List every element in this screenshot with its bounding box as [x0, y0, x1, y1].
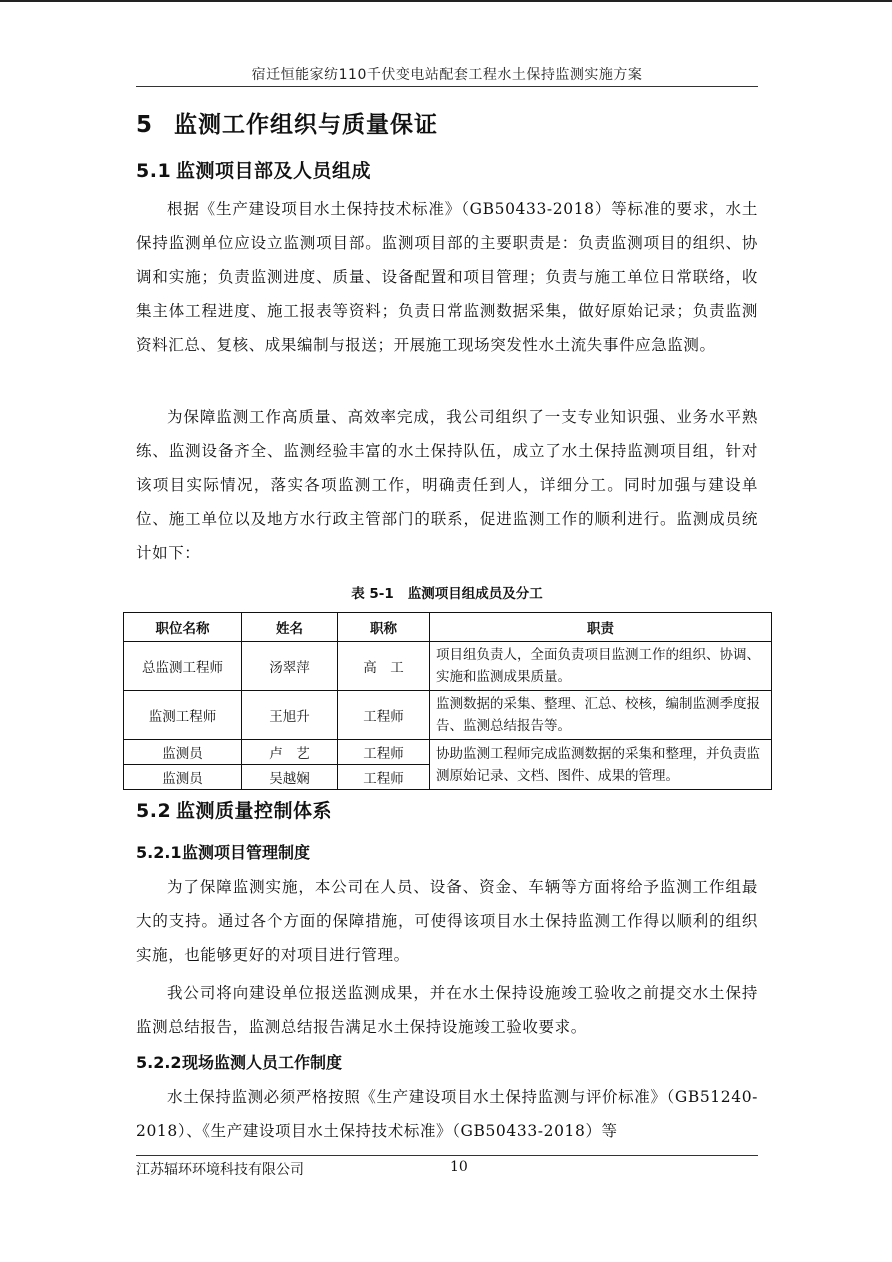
table-row	[124, 740, 772, 765]
table-caption-title: 监测项目组成员及分工	[407, 586, 543, 602]
subsection-number: 5.2.2	[136, 1053, 182, 1072]
table-caption-label: 表 5-1	[351, 586, 394, 602]
chapter-heading	[136, 106, 438, 139]
cell-name: 汤翠萍	[242, 642, 338, 691]
section-heading-5-1	[136, 156, 371, 183]
cell-duty-merged: 协助监测工程师完成监测数据的采集和整理，并负责监测原始记录、文档、图件、成果的管理。	[430, 740, 772, 790]
paragraph-5-2-1-2: 我公司将向建设单位报送监测成果，并在水土保持设施竣工验收之前提交水土保持监测总结报告，监测总结报告满足水土保持设施竣工验收要求。	[136, 984, 758, 1036]
paragraph-5-1-2: 为保障监测工作高质量、高效率完成，我公司组织了一支专业知识强、业务水平熟练、监测设备齐全、监测经验丰富的水土保持队伍，成立了水土保持监测项目组，针对该项目实际情况，落实各项监测工作，明确责任到人，详细分工。同时加强与建设单位、施工单位以及地方水行政主管部门的联系，促进监测工作的顺利进行。监测成员统计如下：	[136, 408, 758, 562]
section-number: 5.2	[136, 800, 172, 822]
cell-name: 王旭升	[242, 691, 338, 740]
table-row	[124, 691, 772, 740]
footer-company: 江苏辐环环境科技有限公司	[136, 1162, 304, 1178]
cell-position: 总监测工程师	[124, 642, 242, 691]
cell-name: 吴越娴	[242, 765, 338, 790]
chapter-title: 监测工作组织与质量保证	[174, 112, 438, 138]
cell-title: 工程师	[338, 740, 430, 765]
page-number: 10	[450, 1159, 468, 1175]
subsection-heading-5-2-1	[136, 840, 310, 863]
column-header-duty: 职责	[430, 613, 772, 642]
cell-title: 高 工	[338, 642, 430, 691]
cell-position: 监测员	[124, 740, 242, 765]
paragraph-5-1-1: 根据《生产建设项目水土保持技术标准》（GB50433-2018）等标准的要求，水土保持监测单位应设立监测项目部。监测项目部的主要职责是：负责监测项目的组织、协调和实施；负责监测进度、质量、设备配置和项目管理；负责与施工单位日常联络，收集主体工程进度、施工报表等资料；负责日常监测数据采集，做好原始记录；负责监测资料汇总、复核、成果编制与报送；开展施工现场突发性水土流失事件应急监测。	[136, 200, 758, 354]
section-heading-5-2	[136, 796, 332, 823]
subsection-title: 现场监测人员工作制度	[182, 1053, 343, 1072]
section-title: 监测项目部及人员组成	[176, 160, 372, 182]
paragraph-5-2-1-1: 为了保障监测实施，本公司在人员、设备、资金、车辆等方面将给予监测工作组最大的支持。通过各个方面的保障措施，可使得该项目水土保持监测工作得以顺利的组织实施，也能够更好的对项目进行管理。	[136, 878, 758, 964]
section-title: 监测质量控制体系	[176, 800, 333, 822]
cell-duty: 监测数据的采集、整理、汇总、校核，编制监测季度报告、监测总结报告等。	[430, 691, 772, 740]
column-header-title: 职称	[338, 613, 430, 642]
column-header-name: 姓名	[242, 613, 338, 642]
subsection-title: 监测项目管理制度	[182, 843, 311, 862]
running-header: 宿迁恒能家纺110千伏变电站配套工程水土保持监测实施方案	[251, 67, 643, 83]
section-number: 5.1	[136, 160, 172, 182]
cell-name: 卢 艺	[242, 740, 338, 765]
cell-title: 工程师	[338, 765, 430, 790]
cell-position: 监测员	[124, 765, 242, 790]
table-row	[124, 642, 772, 691]
header-rule	[136, 86, 758, 87]
table-header-row	[124, 613, 772, 642]
staff-table	[123, 612, 772, 790]
paragraph-5-2-2-1: 水土保持监测必须严格按照《生产建设项目水土保持监测与评价标准》（GB51240-2018）、《生产建设项目水土保持技术标准》（GB50433-2018）等	[136, 1088, 758, 1140]
chapter-number: 5	[136, 112, 154, 138]
cell-duty: 项目组负责人，全面负责项目监测工作的组织、协调、实施和监测成果质量。	[430, 642, 772, 691]
subsection-heading-5-2-2	[136, 1050, 342, 1073]
cell-title: 工程师	[338, 691, 430, 740]
subsection-number: 5.2.1	[136, 843, 182, 862]
cell-position: 监测工程师	[124, 691, 242, 740]
footer-rule	[136, 1155, 758, 1156]
table-caption	[136, 582, 758, 602]
column-header-position: 职位名称	[124, 613, 242, 642]
page-top-border	[0, 0, 892, 2]
